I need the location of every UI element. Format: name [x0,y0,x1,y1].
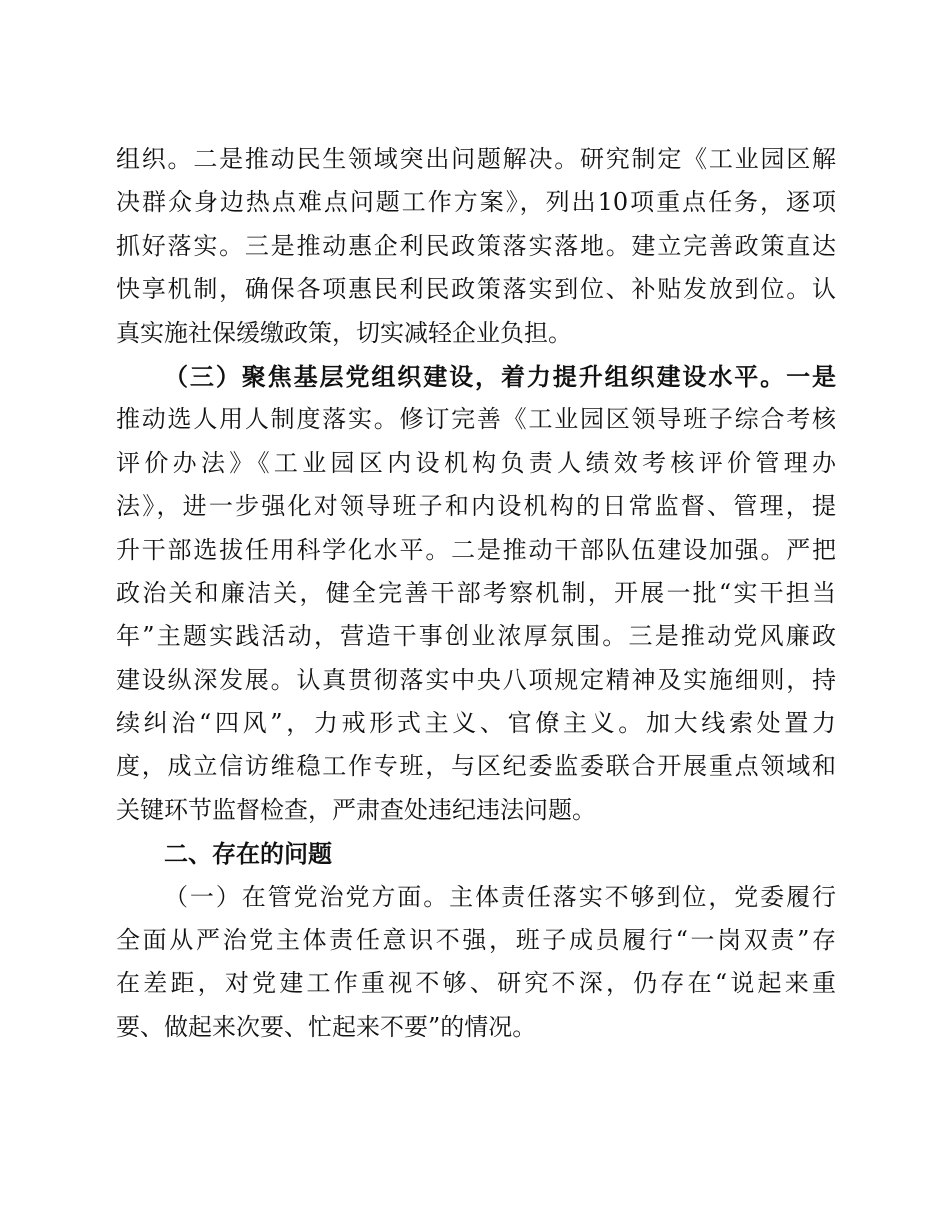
paragraph-line: 关键环节监督检查，严肃查处违纪违法问题。 [116,795,596,824]
paragraph-line: 评价办法》《工业园区内设机构负责人绩效考核评价管理办 [116,448,836,477]
paragraph-line: 快享机制，确保各项惠民利民政策落实到位、补贴发放到位。认 [116,275,836,304]
paragraph-line: 要、做起来次要、忙起来不要”的情况。 [116,1012,537,1041]
paragraph-line: 建设纵深发展。认真贯彻落实中央八项规定精神及实施细则，持 [116,665,836,694]
paragraph-line: 决群众身边热点难点问题工作方案》，列出10项重点任务，逐项 [116,188,836,217]
paragraph-line: 推动选人用人制度落实。修订完善《工业园区领导班子综合考核 [116,405,836,434]
paragraph-line: 年”主题实践活动，营造干事创业浓厚氛围。三是推动党风廉政 [116,622,836,651]
paragraph-line: 组织。二是推动民生领域突出问题解决。研究制定《工业园区解 [116,145,836,173]
paragraph-line: 法》，进一步强化对领导班子和内设机构的日常监督、管理，提 [116,492,836,521]
chapter-heading: 二、存在的问题 [164,839,332,869]
paragraph-line: 真实施社保缓缴政策，切实减轻企业负担。 [116,318,572,347]
document-body [116,138,836,1049]
section-heading-line: （一）在管党治党方面。主体责任落实不够到位，党委履行 [164,882,836,911]
paragraph-line: 政治关和廉洁关，健全完善干部考察机制，开展一批“实干担当 [116,578,836,607]
paragraph-line: 全面从严治党主体责任意识不强，班子成员履行“一岗双责”存 [116,926,836,955]
section-heading-line: （三）聚焦基层党组织建设，着力提升组织建设水平。一是 [164,361,836,391]
paragraph-line: 度，成立信访维稳工作专班，与区纪委监委联合开展重点领域和 [116,752,836,781]
paragraph-line: 续纠治“四风”，力戒形式主义、官僚主义。加大线索处置力 [116,709,836,738]
paragraph-line: 抓好落实。三是推动惠企利民政策落实落地。建立完善政策直达 [116,231,836,260]
paragraph-line: 在差距，对党建工作重视不够、研究不深，仍存在“说起来重 [116,969,836,998]
paragraph-line: 升干部选拔任用科学化水平。二是推动干部队伍建设加强。严把 [116,535,836,564]
